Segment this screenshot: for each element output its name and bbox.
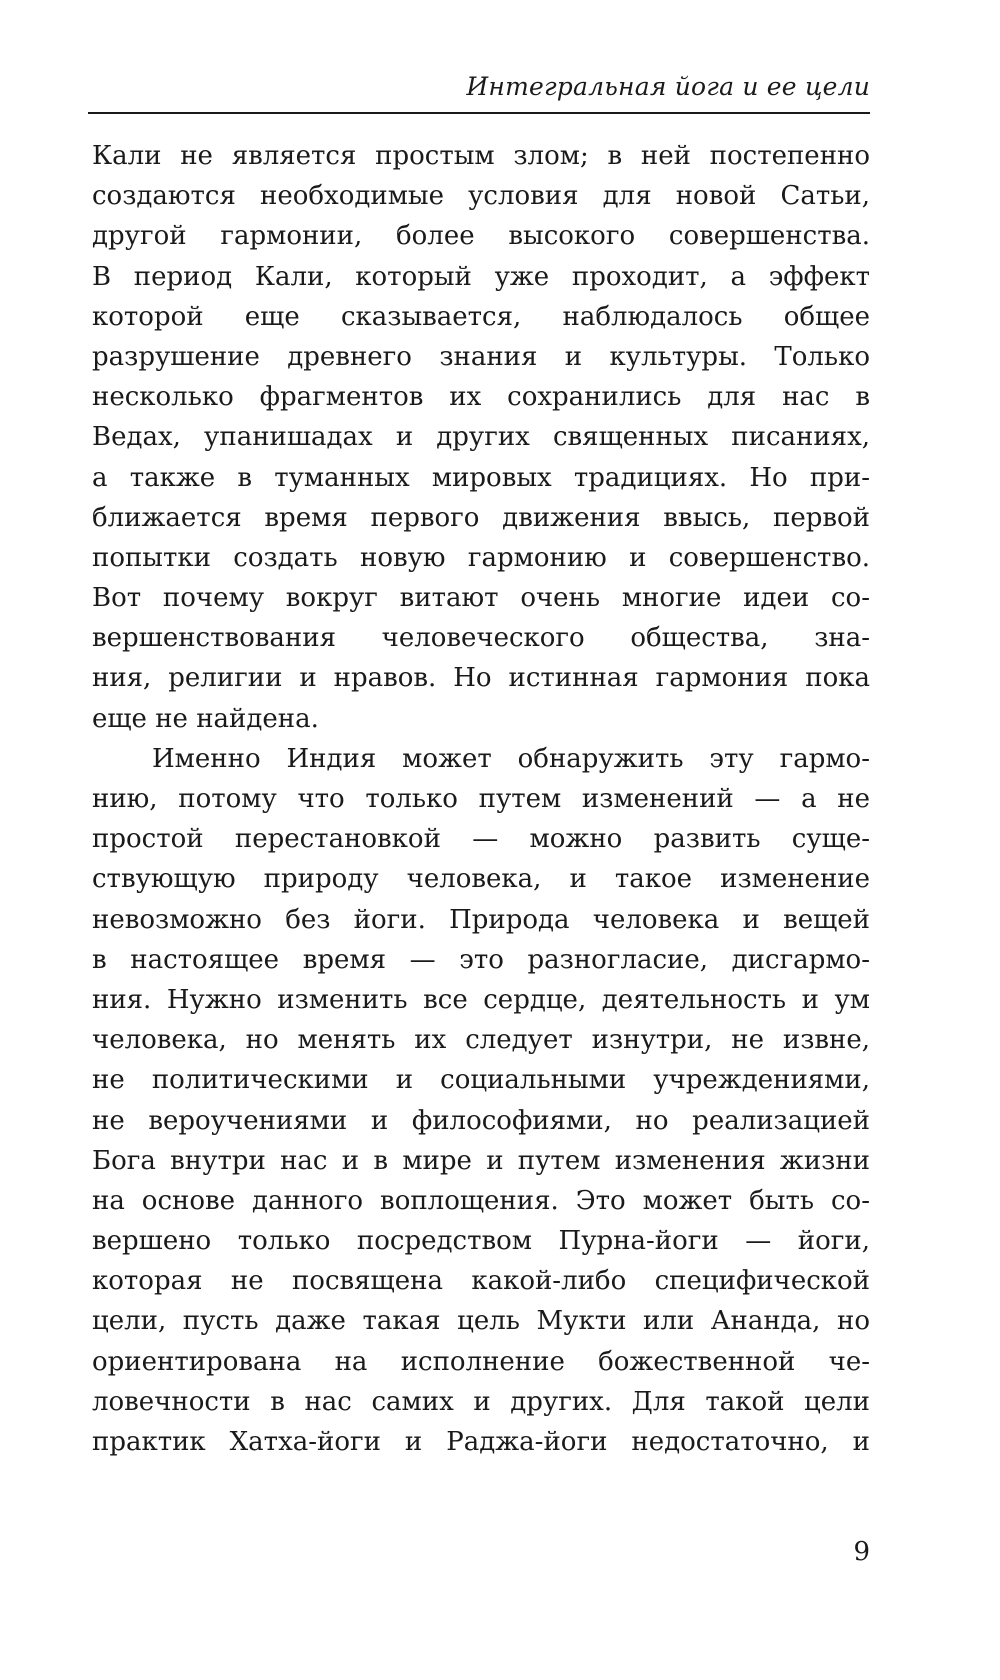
text-line: практик Хатха-йоги и Раджа-йоги недостаточно, и — [92, 1427, 870, 1457]
text-line: другой гармонии, более высокого совершенства. — [92, 221, 870, 252]
text-line: Ведах, упанишадах и других священных писаниях, — [92, 422, 870, 453]
text-line: ния. Нужно изменить все сердце, деятельность и ум — [92, 984, 870, 1015]
text-line: несколько фрагментов их сохранились для нас в — [92, 382, 870, 413]
text-line: ния, религии и нравов. Но истинная гармония пока — [92, 663, 870, 694]
text-line: В период Кали, который уже проходит, а эффект — [92, 261, 870, 292]
text-line: ловечности в нас самих и других. Для такой цели — [92, 1386, 870, 1417]
body-text — [92, 136, 870, 1462]
text-line: создаются необходимые условия для новой Сатьи, — [92, 181, 870, 212]
text-line: попытки создать новую гармонию и совершенство. — [92, 542, 870, 573]
text-line: разрушение древнего знания и культуры. Только — [92, 341, 870, 372]
text-line: а также в туманных мировых традициях. Но при- — [92, 462, 870, 493]
text-line: которой еще сказывается, наблюдалось общее — [92, 301, 870, 332]
text-line: ориентирована на исполнение божественной че- — [92, 1346, 870, 1377]
text-line: Кали не является простым злом; в ней постепенно — [92, 141, 870, 171]
text-line: не вероучениями и философиями, но реализацией — [92, 1105, 870, 1136]
text-line: невозможно без йоги. Природа человека и вещей — [92, 904, 870, 935]
text-line: вершено только посредством Пурна-йоги — йоги, — [92, 1226, 870, 1257]
text-line: простой перестановкой — можно развить суще- — [92, 824, 870, 855]
text-line: Вот почему вокруг витают очень многие идеи со- — [92, 583, 870, 614]
text-line: на основе данного воплощения. Это может быть со- — [92, 1185, 870, 1216]
text-line: вершенствования человеческого общества, зна- — [92, 623, 870, 654]
paragraph — [92, 739, 870, 1462]
text-line: ближается время первого движения ввысь, первой — [92, 502, 870, 533]
header-rule — [88, 112, 870, 114]
text-line: в настоящее время — это разногласие, дисгармо- — [92, 944, 870, 975]
text-line: еще не найдена. — [92, 703, 319, 734]
text-line: цели, пусть даже такая цель Мукти или Ананда, но — [92, 1306, 870, 1337]
page-number: 9 — [853, 1537, 870, 1567]
text-line: человека, но менять их следует изнутри, не извне, — [92, 1025, 870, 1056]
running-head: Интегральная йога и ее цели — [466, 72, 870, 101]
paragraph — [92, 136, 870, 739]
text-line: ствующую природу человека, и такое изменение — [92, 864, 870, 895]
text-line: которая не посвящена какой-либо специфической — [92, 1266, 870, 1297]
text-line: Именно Индия может обнаружить эту гармо- — [152, 743, 870, 774]
text-line: нию, потому что только путем изменений — а не — [92, 784, 870, 814]
text-line: не политическими и социальными учреждениями, — [92, 1065, 870, 1096]
text-line: Бога внутри нас и в мире и путем изменения жизни — [92, 1145, 870, 1176]
